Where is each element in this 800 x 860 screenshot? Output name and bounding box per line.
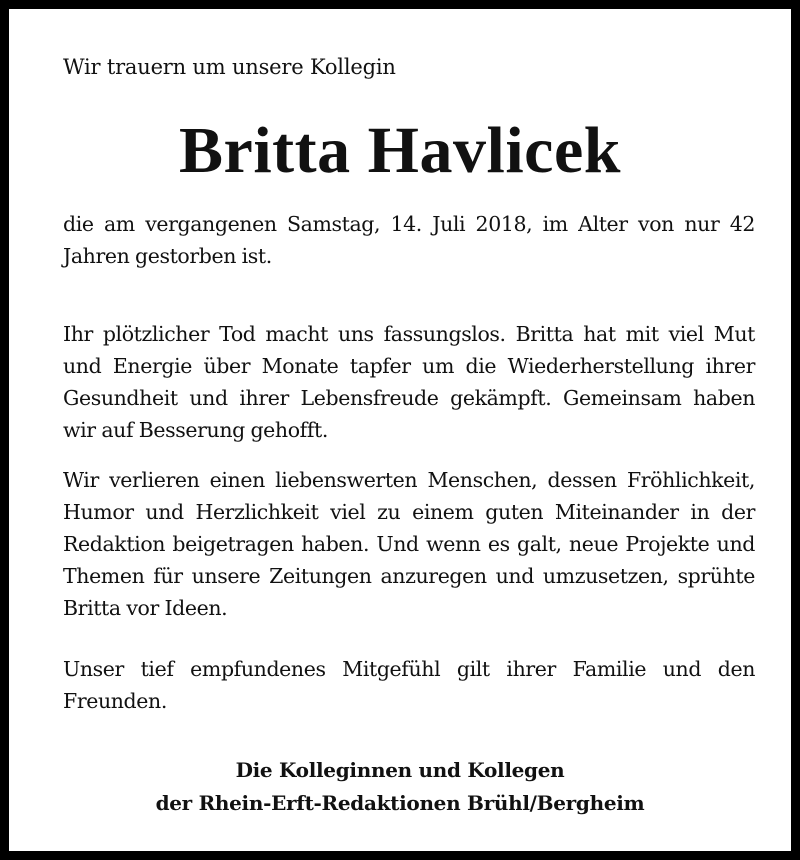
tribute-paragraph-2: Wir verlieren einen liebenswerten Menschen, dessen Fröhlichkeit, Humor und Herzlichkeit viel zu einem guten Miteinander in der Redaktion beigetragen haben. Und wenn es galt, neue Projekte und Themen für unsere Zeitungen anzuregen und umzusetzen, sprühte Britta vor Ideen. — [63, 468, 755, 620]
death-date-paragraph: die am vergangenen Samstag, 14. Juli 2018, im Alter von nur 42 Jahren gestorben ist. — [63, 212, 755, 268]
tribute-paragraph-1: Ihr plötzlicher Tod macht uns fassungslos. Britta hat mit viel Mut und Energie über Monate tapfer um die Wiederherstellung ihrer Gesundheit und ihrer Lebensfreude gekämpft. Gemeinsam haben wir auf Besserung gehofft. — [63, 322, 755, 442]
signature-line-2: der Rhein-Erft-Redaktionen Brühl/Bergheim — [155, 791, 645, 815]
intro-line: Wir trauern um unsere Kollegin — [63, 55, 396, 79]
condolence-paragraph: Unser tief empfundenes Mitgefühl gilt ihrer Familie und den Freunden. — [63, 657, 755, 713]
signature-line-1: Die Kolleginnen und Kollegen — [235, 758, 565, 782]
deceased-name: Britta Havlicek — [179, 114, 621, 187]
